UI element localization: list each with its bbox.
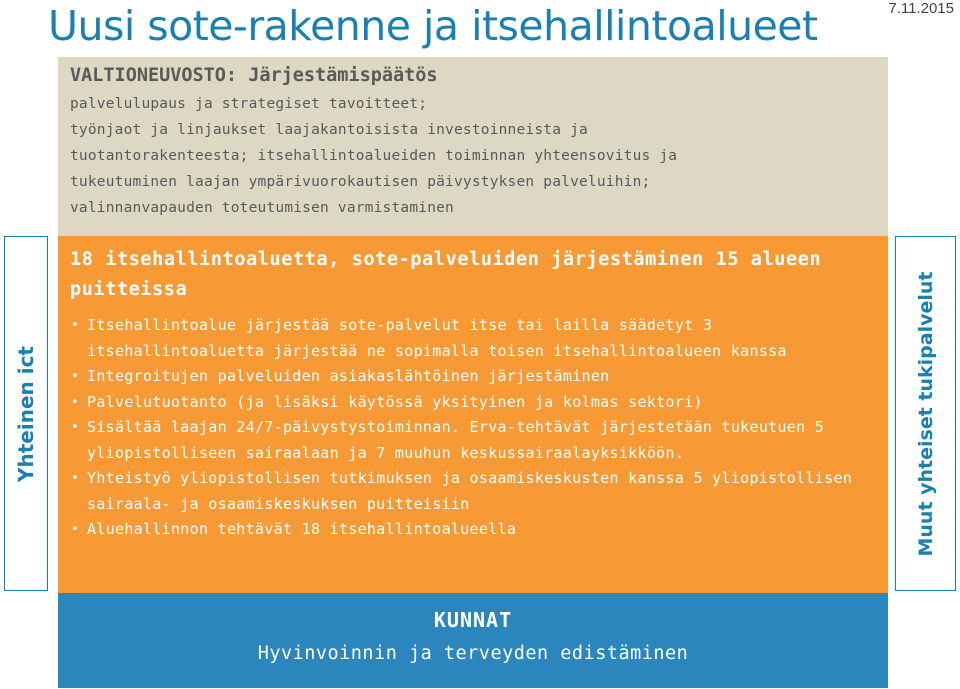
kunnat-box	[58, 593, 888, 688]
valtioneuvosto-line: tukeutuminen laajan ympärivuorokautisen päivystyksen palveluihin;	[70, 174, 651, 190]
yhteinen-ict-panel	[4, 236, 48, 591]
page-title: Uusi sote-rakenne ja itsehallintoalueet	[48, 2, 818, 50]
valtioneuvosto-line: työnjaot ja linjaukset laajakantoisista investoinneista ja	[70, 122, 588, 138]
valtioneuvosto-line: palvelulupaus ja strategiset tavoitteet;	[70, 96, 428, 112]
valtioneuvosto-line: valinnanvapauden toteutumisen varmistaminen	[70, 200, 454, 216]
itsehallintoalueet-box	[58, 236, 888, 593]
list-item-text: Palvelutuotanto (ja lisäksi käytössä yksityinen ja kolmas sektori)	[87, 392, 703, 411]
list-item	[70, 364, 888, 390]
muut-tukipalvelut-panel	[895, 236, 956, 591]
valtioneuvosto-line: tuotantorakenteesta; itsehallintoalueiden toiminnan yhteensovitus ja	[70, 148, 678, 164]
list-item	[70, 466, 888, 517]
list-item	[70, 390, 888, 416]
list-item	[70, 517, 888, 543]
list-item-text: Yhteistyö yliopistollisen tutkimuksen ja osaamiskeskusten kanssa 5 yliopistollisen sairaala- ja osaamiskeskuksen puitteisiin	[87, 469, 853, 513]
muut-tukipalvelut-label: Muut yhteiset tukipalvelut	[914, 270, 937, 557]
list-item-text: Itsehallintoalue järjestää sote-palvelut itse tai lailla säädetyt 3 itsehallintoaluetta järjestää ne sopimalla toisen itsehallintoalueen kanssa	[87, 316, 787, 360]
list-item-text: Integroitujen palveluiden asiakaslähtöinen järjestäminen	[87, 367, 610, 385]
itsehallintoalueet-list	[70, 313, 888, 543]
itsehallintoalueet-heading: 18 itsehallintoaluetta, sote-palveluiden järjestäminen 15 alueen puitteissa	[70, 249, 822, 300]
bullet-icon: •	[71, 471, 80, 486]
bullet-icon: •	[71, 420, 80, 435]
list-item-text: Aluehallinnon tehtävät 18 itsehallintoalueella	[87, 520, 517, 538]
kunnat-heading: KUNNAT	[433, 608, 513, 632]
list-item	[70, 313, 888, 364]
valtioneuvosto-heading: VALTIONEUVOSTO: Järjestämispäätös	[70, 65, 438, 86]
date-label: 7.11.2015	[888, 0, 954, 17]
bullet-icon: •	[71, 318, 80, 333]
kunnat-subtitle: Hyvinvoinnin ja terveyden edistäminen	[257, 643, 689, 664]
list-item	[70, 415, 888, 466]
list-item-text: Sisältää laajan 24/7-päivystystoiminnan. Erva-tehtävät järjestetään tukeutuen 5 yliopistolliseen sairaalaan ja 7 muuhun keskussairaalayksikköön.	[87, 418, 825, 462]
bullet-icon: •	[71, 394, 80, 410]
valtioneuvosto-box	[58, 57, 888, 237]
bullet-icon: •	[71, 522, 80, 537]
bullet-icon: •	[71, 369, 80, 384]
yhteinen-ict-label: Yhteinen ict	[14, 345, 38, 482]
